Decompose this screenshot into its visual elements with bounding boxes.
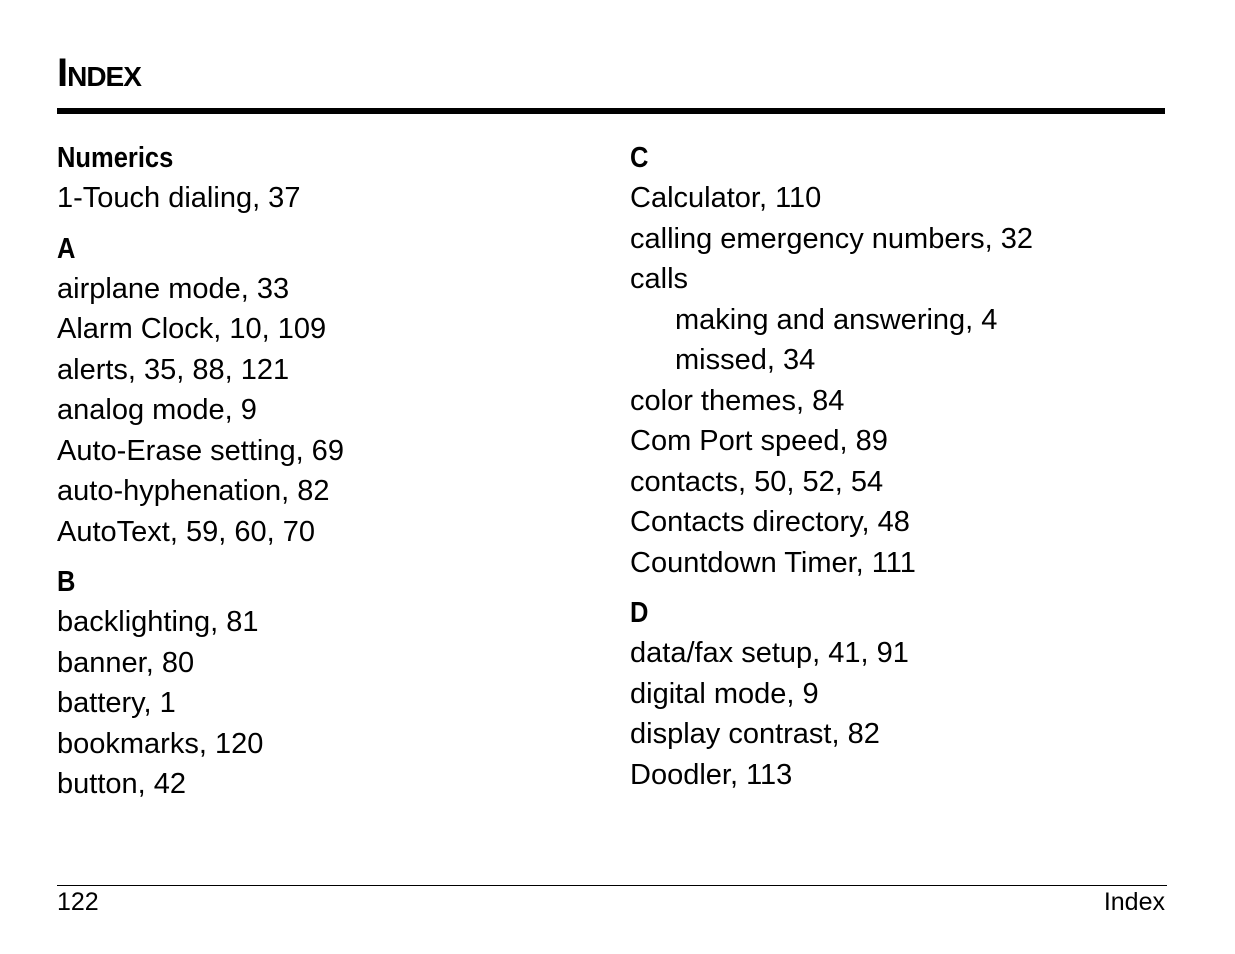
index-entry: Contacts directory, 48 <box>630 506 910 538</box>
page-title: Index <box>57 51 141 95</box>
index-entry: bookmarks, 120 <box>57 727 264 760</box>
index-entry: Calculator, 110 <box>630 182 822 214</box>
index-entry: Auto-Erase setting, 69 <box>57 434 344 467</box>
index-entry: Alarm Clock, 10, 109 <box>57 313 327 345</box>
index-section <box>630 593 1165 795</box>
index-entry: calls <box>630 263 689 295</box>
index-entry: AutoText, 59, 60, 70 <box>57 515 315 548</box>
index-entry: Doodler, 113 <box>630 758 793 791</box>
footer-rule <box>57 885 1167 886</box>
index-section <box>630 138 1165 583</box>
section-heading: C <box>630 142 649 174</box>
section-heading: B <box>57 566 76 598</box>
index-entry: contacts, 50, 52, 54 <box>630 465 884 498</box>
index-entry: display contrast, 82 <box>630 718 880 750</box>
index-entry: Com Port speed, 89 <box>630 425 888 457</box>
index-entry: banner, 80 <box>57 646 195 679</box>
index-entry: data/fax setup, 41, 91 <box>630 637 909 669</box>
index-entry: calling emergency numbers, 32 <box>630 222 1033 255</box>
index-column-left <box>57 138 577 815</box>
index-subentry: making and answering, 4 <box>675 303 998 336</box>
index-entry: auto-hyphenation, 82 <box>57 475 330 507</box>
index-entry: backlighting, 81 <box>57 606 259 638</box>
section-heading: Numerics <box>57 142 174 174</box>
index-section <box>57 138 577 219</box>
index-section <box>57 562 577 805</box>
footer-page-number: 122 <box>57 888 99 916</box>
index-entry: battery, 1 <box>57 687 176 719</box>
index-entry: Countdown Timer, 111 <box>630 546 916 579</box>
footer-section-name: Index <box>1103 888 1165 916</box>
index-entry: analog mode, 9 <box>57 394 257 426</box>
section-heading: A <box>57 232 76 265</box>
index-section <box>57 229 577 553</box>
index-subentry: missed, 34 <box>675 344 816 376</box>
section-heading: D <box>630 597 649 629</box>
index-entry: alerts, 35, 88, 121 <box>57 353 290 386</box>
index-entry: digital mode, 9 <box>630 677 819 710</box>
index-entry: airplane mode, 33 <box>57 272 290 305</box>
index-entry: button, 42 <box>57 768 186 800</box>
index-column-right <box>630 138 1165 805</box>
index-entry: 1-Touch dialing, 37 <box>57 182 301 214</box>
title-rule <box>57 108 1165 114</box>
index-entry: color themes, 84 <box>630 384 845 417</box>
